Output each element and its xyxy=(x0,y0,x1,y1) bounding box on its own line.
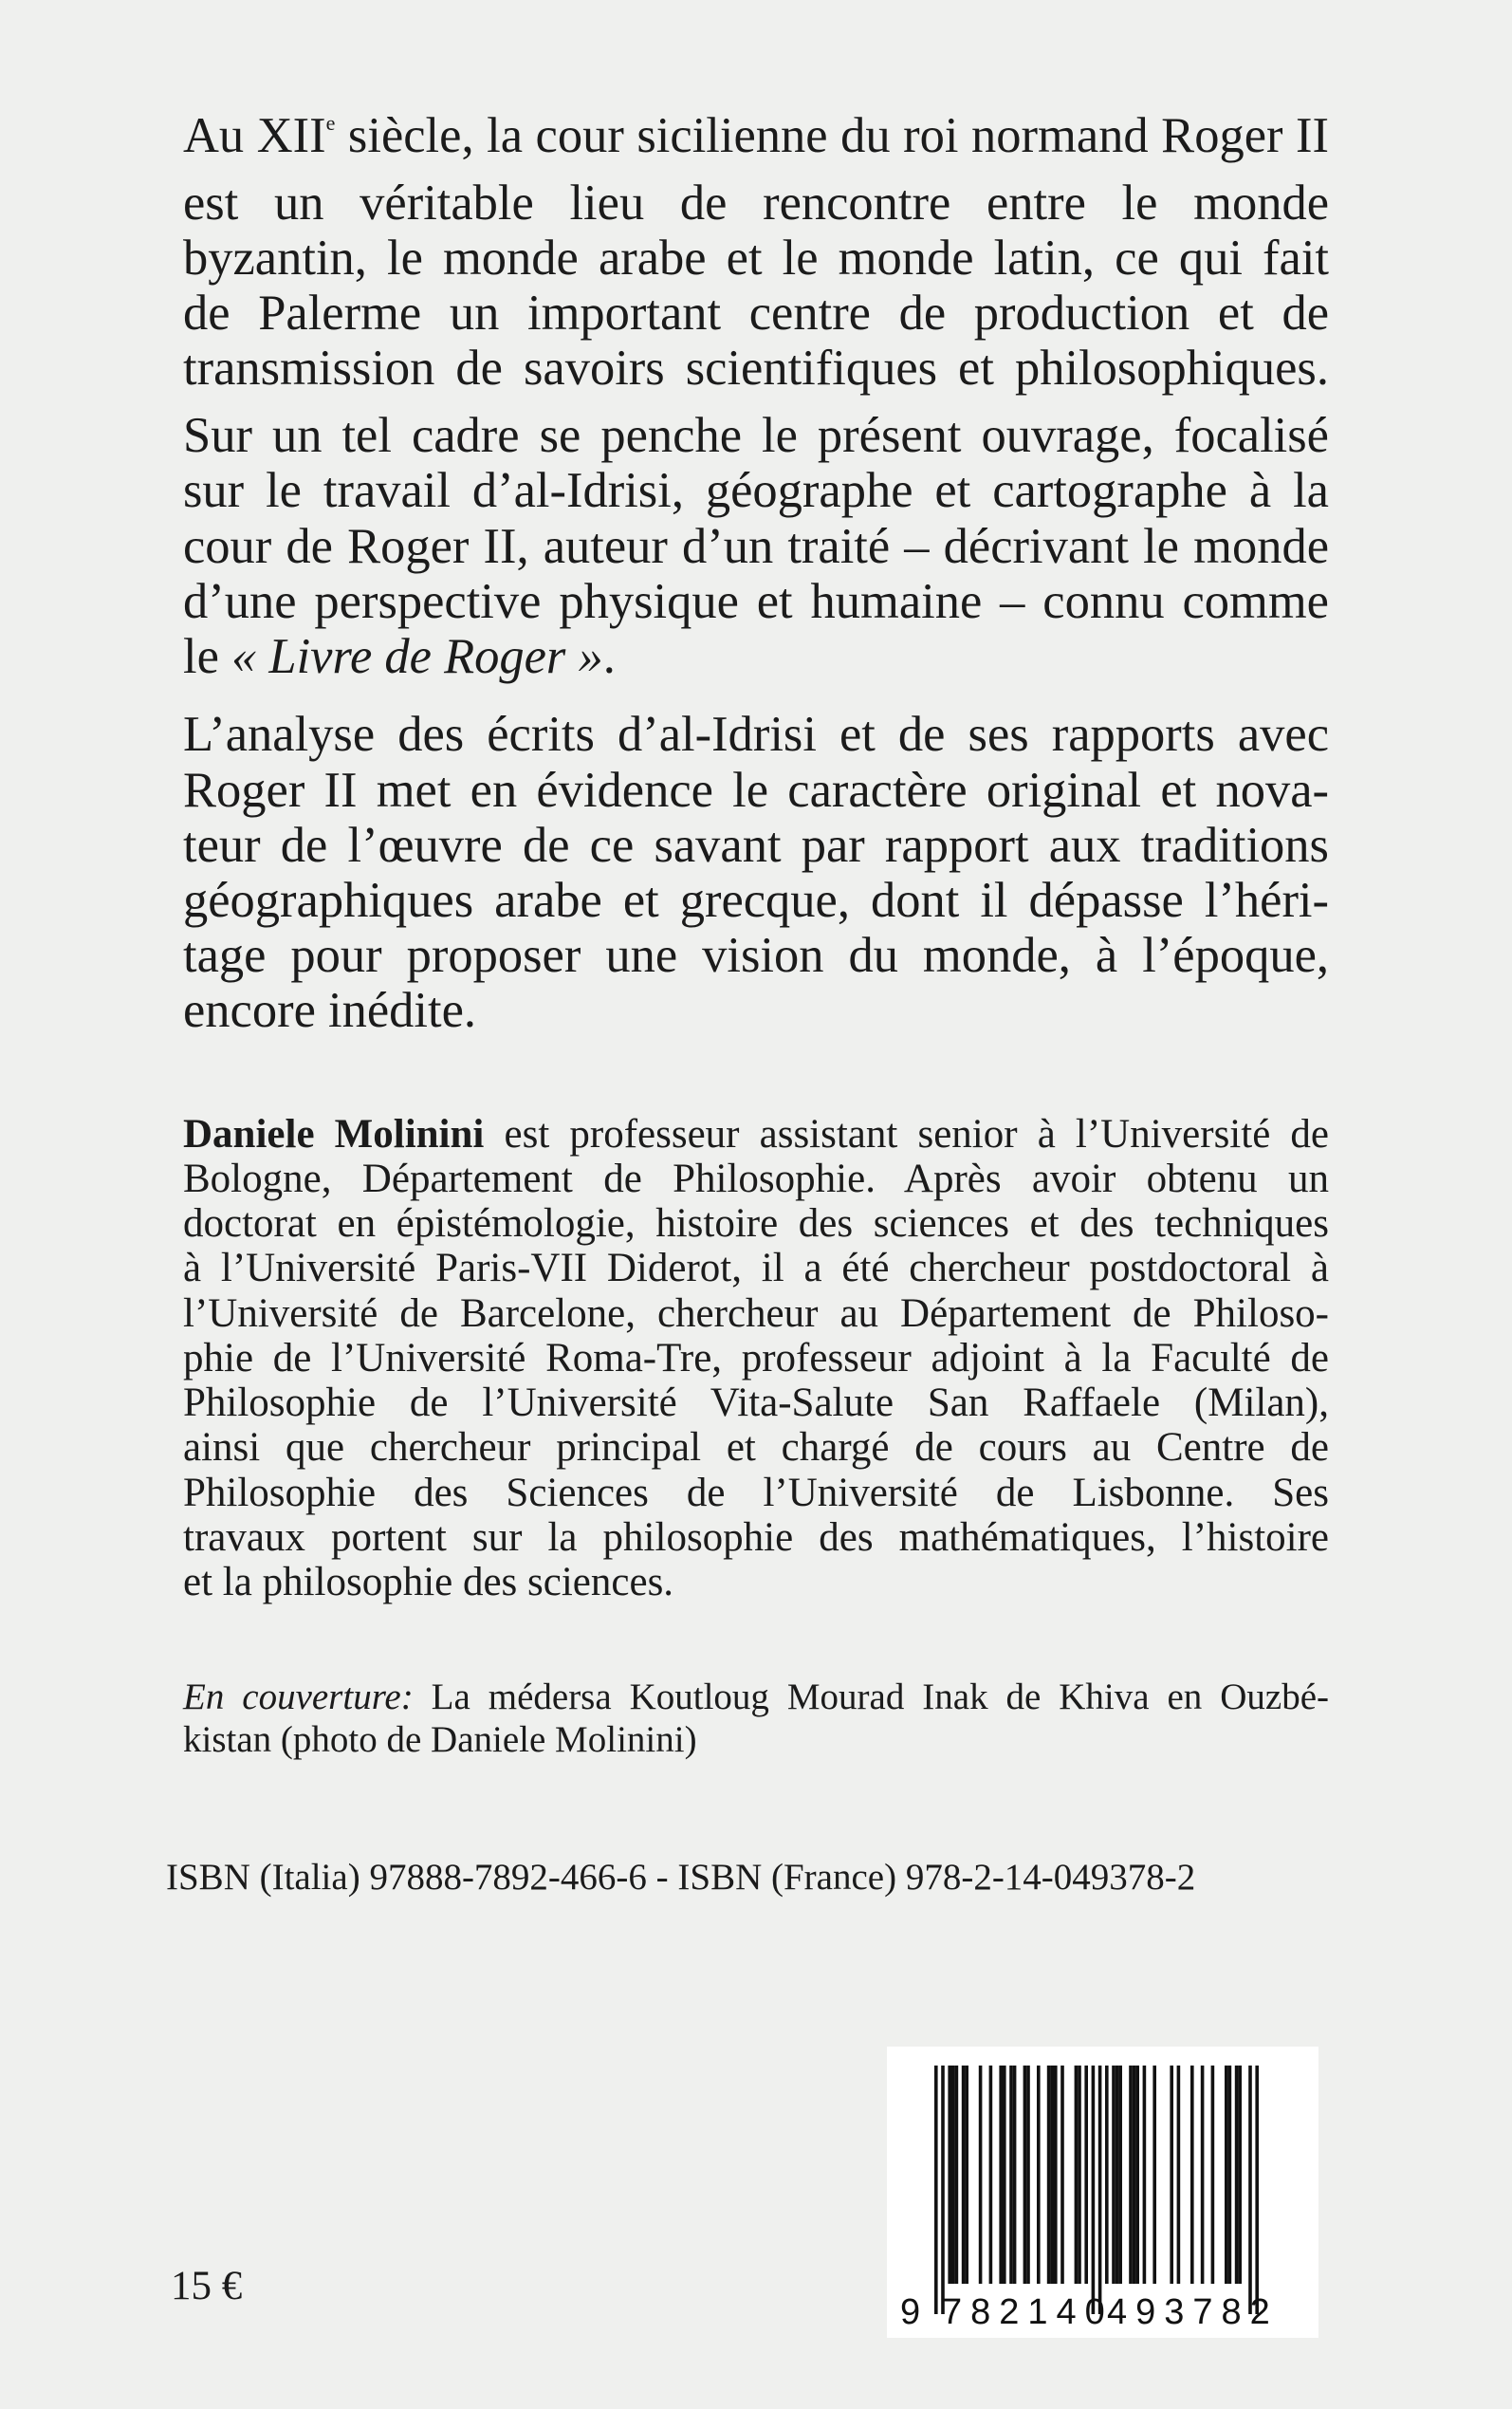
barcode-left-digits: 782140 xyxy=(942,2292,1114,2332)
barcode xyxy=(887,2047,1318,2338)
isbn-text: ISBN (Italia) 97888-7892-466-6 - ISBN (France) 978-2-14-049378-2 xyxy=(166,1857,1196,1898)
cover-credit-line-2: kistan (photo de Daniele Molinini) xyxy=(183,1719,697,1760)
barcode-guard-bar xyxy=(1098,2066,1102,2314)
description-line-15: tage pour proposer une vision du monde, à l’époque, xyxy=(183,928,1329,983)
bio-line-5: l’Université de Barcelone, chercheur au Département de Philoso- xyxy=(183,1291,1329,1336)
barcode-bar xyxy=(1235,2066,1239,2284)
barcode-guard-bar xyxy=(941,2066,945,2314)
barcode-bar xyxy=(1023,2066,1027,2284)
barcode-bar xyxy=(1135,2066,1139,2284)
bio-line-6: phie de l’Université Roma-Tre, professeur adjoint à la Faculté de xyxy=(183,1336,1329,1381)
barcode-bar xyxy=(1009,2066,1013,2284)
bio-line-1: Daniele Molinini est professeur assistant senior à l’Université de xyxy=(183,1112,1330,1157)
bio-line-10: travaux portent sur la philosophie des mathématiques, l’histoire xyxy=(183,1515,1329,1560)
bio-line-8: ainsi que chercheur principal et chargé de cours au Centre de xyxy=(183,1425,1329,1470)
barcode-bar xyxy=(1075,2066,1079,2284)
barcode-bar xyxy=(1170,2066,1173,2284)
barcode-bar xyxy=(1129,2066,1133,2284)
barcode-bar xyxy=(1105,2066,1109,2284)
description-line-4: de Palerme un important centre de production et de xyxy=(183,286,1329,341)
barcode-bar xyxy=(1078,2066,1081,2284)
book-title-italic: « Livre de Roger » xyxy=(231,629,603,684)
barcode-bar xyxy=(965,2066,968,2284)
barcode-bar xyxy=(989,2066,993,2284)
description-line-10: le « Livre de Roger ». xyxy=(183,629,616,684)
barcode-bar xyxy=(955,2066,959,2284)
barcode-bar xyxy=(1143,2066,1147,2284)
barcode-first-digit: 9 xyxy=(900,2292,921,2332)
barcode-bar xyxy=(1190,2066,1194,2284)
barcode-guard-bar xyxy=(934,2066,938,2314)
barcode-bar xyxy=(1238,2066,1242,2284)
barcode-guard-bar xyxy=(1255,2066,1259,2314)
bio-line-3: doctorat en épistémologie, histoire des sciences et des techniques xyxy=(183,1201,1329,1246)
barcode-bar xyxy=(1116,2066,1119,2284)
price: 15 € xyxy=(171,2264,243,2308)
barcode-bar xyxy=(948,2066,951,2284)
description-line-11: L’analyse des écrits d’al-Idrisi et de ses rapports avec xyxy=(183,707,1329,762)
description-line-14: géographiques arabe et grecque, dont il dépasse l’héri- xyxy=(183,873,1329,928)
barcode-bar xyxy=(1047,2066,1051,2284)
barcode-bar xyxy=(1026,2066,1030,2284)
description-line-16: encore inédite. xyxy=(183,983,477,1038)
barcode-guard-bar xyxy=(1092,2066,1096,2314)
barcode-bar xyxy=(999,2066,1003,2284)
barcode-bar xyxy=(1211,2066,1215,2284)
cover-credit-line-1: En couverture: La médersa Koutloug Mourad Inak de Khiva en Ouzbé- xyxy=(183,1677,1330,1717)
barcode-bar xyxy=(1060,2066,1064,2284)
barcode-bar xyxy=(951,2066,955,2284)
barcode-bar xyxy=(1050,2066,1054,2284)
barcode-bar xyxy=(1003,2066,1006,2284)
description-line-8: cour de Roger II, auteur d’un traité – décrivant le monde xyxy=(183,519,1329,574)
description-line-12: Roger II met en évidence le caractère original et nova- xyxy=(183,763,1329,818)
barcode-bar xyxy=(1054,2066,1058,2284)
description-line-13: teur de l’œuvre de ce savant par rapport aux traditions xyxy=(183,818,1329,873)
barcode-bar xyxy=(962,2066,966,2284)
description-line-2: est un véritable lieu de rencontre entre le monde xyxy=(183,176,1329,231)
bio-line-9: Philosophie des Sciences de l’Université de Lisbonne. Ses xyxy=(183,1471,1329,1515)
barcode-bar xyxy=(1228,2066,1232,2284)
cover-credit-label: En couverture: xyxy=(183,1677,414,1717)
description-line-5: transmission de savoirs scientifiques et philosophiques. xyxy=(183,341,1329,396)
barcode-bar xyxy=(1118,2066,1122,2284)
barcode-bar xyxy=(1177,2066,1181,2284)
barcode-right-digits: 493782 xyxy=(1107,2292,1279,2332)
barcode-bar xyxy=(1133,2066,1136,2284)
barcode-bar xyxy=(1112,2066,1116,2284)
barcode-bar xyxy=(1084,2066,1088,2284)
barcode-graphic xyxy=(887,2047,1318,2338)
description-line-9: d’une perspective physique et humaine – connu comme xyxy=(183,574,1329,629)
barcode-bar xyxy=(1225,2066,1228,2284)
description-line-6: Sur un tel cadre se penche le présent ouvrage, focalisé xyxy=(183,408,1329,463)
author-name: Daniele Molinini xyxy=(183,1112,485,1157)
bio-line-7: Philosophie de l’Université Vita-Salute San Raffaele (Milan), xyxy=(183,1381,1329,1425)
barcode-bar xyxy=(1152,2066,1156,2284)
description-line-7: sur le travail d’al-Idrisi, géographe et cartographe à la xyxy=(183,463,1329,518)
bio-line-4: à l’Université Paris-VII Diderot, il a été chercheur postdoctoral à xyxy=(183,1246,1329,1290)
bio-line-2: Bologne, Département de Philosophie. Après avoir obtenu un xyxy=(183,1157,1329,1201)
barcode-bar xyxy=(1037,2066,1041,2284)
barcode-bar xyxy=(1201,2066,1205,2284)
bio-line-11: et la philosophie des sciences. xyxy=(183,1560,674,1604)
barcode-bar xyxy=(979,2066,983,2284)
description-line-3: byzantin, le monde arabe et le monde latin, ce qui fait xyxy=(183,231,1329,286)
barcode-guard-bar xyxy=(1248,2066,1252,2314)
description-line-1: Au XIIe siècle, la cour sicilienne du roi normand Roger II xyxy=(183,108,1329,163)
barcode-bar xyxy=(1013,2066,1017,2284)
